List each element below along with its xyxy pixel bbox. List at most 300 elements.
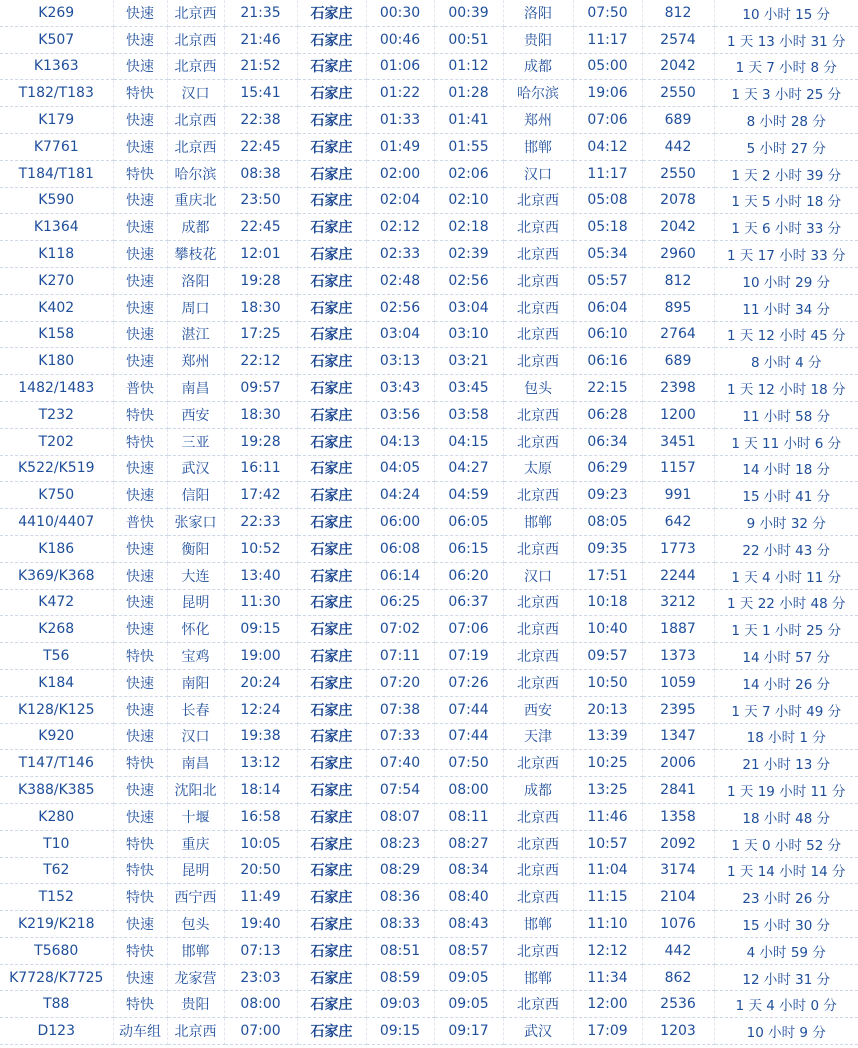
destination-station-cell: 邯郸 [503, 133, 573, 160]
origin-station-cell: 信阳 [167, 482, 224, 509]
destination-arrival-cell: 09:35 [573, 535, 642, 562]
destination-arrival-cell: 10:40 [573, 616, 642, 643]
train-number-cell: K1364 [0, 214, 113, 241]
duration-cell: 12 小时 31 分 [714, 964, 858, 991]
origin-station-cell: 南阳 [167, 669, 224, 696]
distance-cell: 1200 [642, 401, 714, 428]
train-number-cell: K472 [0, 589, 113, 616]
train-number-cell: K507 [0, 26, 113, 53]
duration-cell: 14 小时 26 分 [714, 669, 858, 696]
distance-cell: 2042 [642, 53, 714, 80]
distance-cell: 895 [642, 294, 714, 321]
origin-station-cell: 三亚 [167, 428, 224, 455]
station-cell: 石家庄 [297, 294, 366, 321]
origin-station-cell: 南昌 [167, 375, 224, 402]
train-type-cell: 快速 [113, 348, 167, 375]
train-number-cell: 1482/1483 [0, 375, 113, 402]
destination-station-cell: 汉口 [503, 160, 573, 187]
arrival-time-cell: 04:13 [366, 428, 434, 455]
station-cell: 石家庄 [297, 0, 366, 26]
train-type-cell: 普快 [113, 509, 167, 536]
origin-departure-cell: 18:30 [224, 294, 297, 321]
destination-arrival-cell: 11:17 [573, 160, 642, 187]
departure-time-cell: 07:06 [434, 616, 503, 643]
arrival-time-cell: 06:00 [366, 509, 434, 536]
departure-time-cell: 02:39 [434, 241, 503, 268]
distance-cell: 1203 [642, 1018, 714, 1045]
departure-time-cell: 07:50 [434, 750, 503, 777]
station-cell: 石家庄 [297, 884, 366, 911]
train-type-cell: 特快 [113, 80, 167, 107]
station-cell: 石家庄 [297, 80, 366, 107]
destination-arrival-cell: 06:28 [573, 401, 642, 428]
train-type-cell: 快速 [113, 696, 167, 723]
distance-cell: 2960 [642, 241, 714, 268]
table-row [0, 428, 858, 455]
train-type-cell: 快速 [113, 777, 167, 804]
distance-cell: 689 [642, 348, 714, 375]
train-type-cell: 特快 [113, 643, 167, 670]
origin-departure-cell: 19:28 [224, 267, 297, 294]
arrival-time-cell: 08:23 [366, 830, 434, 857]
train-number-cell: K750 [0, 482, 113, 509]
train-type-cell: 快速 [113, 616, 167, 643]
destination-arrival-cell: 05:57 [573, 267, 642, 294]
arrival-time-cell: 07:02 [366, 616, 434, 643]
train-number-cell: K184 [0, 669, 113, 696]
train-number-cell: T147/T146 [0, 750, 113, 777]
duration-cell: 21 小时 13 分 [714, 750, 858, 777]
station-cell: 石家庄 [297, 616, 366, 643]
origin-station-cell: 龙家营 [167, 964, 224, 991]
origin-station-cell: 西宁西 [167, 884, 224, 911]
train-number-cell: K369/K368 [0, 562, 113, 589]
train-number-cell: K118 [0, 241, 113, 268]
destination-station-cell: 邯郸 [503, 964, 573, 991]
distance-cell: 2536 [642, 991, 714, 1018]
destination-station-cell: 北京西 [503, 321, 573, 348]
station-cell: 石家庄 [297, 777, 366, 804]
destination-arrival-cell: 10:50 [573, 669, 642, 696]
train-type-cell: 特快 [113, 160, 167, 187]
distance-cell: 2078 [642, 187, 714, 214]
train-number-cell: T232 [0, 401, 113, 428]
origin-departure-cell: 22:12 [224, 348, 297, 375]
origin-station-cell: 邯郸 [167, 937, 224, 964]
origin-station-cell: 汉口 [167, 723, 224, 750]
duration-cell: 1 天 11 小时 6 分 [714, 428, 858, 455]
duration-cell: 10 小时 9 分 [714, 1018, 858, 1045]
train-number-cell: K590 [0, 187, 113, 214]
origin-station-cell: 贵阳 [167, 991, 224, 1018]
origin-station-cell: 怀化 [167, 616, 224, 643]
distance-cell: 812 [642, 267, 714, 294]
destination-station-cell: 北京西 [503, 428, 573, 455]
origin-station-cell: 北京西 [167, 133, 224, 160]
train-number-cell: T56 [0, 643, 113, 670]
departure-time-cell: 07:19 [434, 643, 503, 670]
departure-time-cell: 08:34 [434, 857, 503, 884]
departure-time-cell: 09:17 [434, 1018, 503, 1045]
origin-station-cell: 成都 [167, 214, 224, 241]
table-row [0, 1018, 858, 1045]
duration-cell: 14 小时 57 分 [714, 643, 858, 670]
departure-time-cell: 02:56 [434, 267, 503, 294]
destination-station-cell: 邯郸 [503, 911, 573, 938]
destination-arrival-cell: 10:57 [573, 830, 642, 857]
departure-time-cell: 04:15 [434, 428, 503, 455]
destination-station-cell: 北京西 [503, 401, 573, 428]
station-cell: 石家庄 [297, 26, 366, 53]
duration-cell: 18 小时 48 分 [714, 803, 858, 830]
station-cell: 石家庄 [297, 589, 366, 616]
distance-cell: 1373 [642, 643, 714, 670]
distance-cell: 1076 [642, 911, 714, 938]
station-cell: 石家庄 [297, 375, 366, 402]
arrival-time-cell: 04:05 [366, 455, 434, 482]
origin-departure-cell: 18:30 [224, 401, 297, 428]
arrival-time-cell: 01:06 [366, 53, 434, 80]
arrival-time-cell: 03:43 [366, 375, 434, 402]
destination-station-cell: 北京西 [503, 348, 573, 375]
distance-cell: 1358 [642, 803, 714, 830]
station-cell: 石家庄 [297, 991, 366, 1018]
arrival-time-cell: 03:56 [366, 401, 434, 428]
station-cell: 石家庄 [297, 214, 366, 241]
station-cell: 石家庄 [297, 696, 366, 723]
origin-departure-cell: 09:15 [224, 616, 297, 643]
train-number-cell: K128/K125 [0, 696, 113, 723]
origin-station-cell: 北京西 [167, 26, 224, 53]
origin-departure-cell: 21:35 [224, 0, 297, 26]
table-row [0, 884, 858, 911]
duration-cell: 1 天 4 小时 11 分 [714, 562, 858, 589]
duration-cell: 11 小时 58 分 [714, 401, 858, 428]
destination-station-cell: 太原 [503, 455, 573, 482]
arrival-time-cell: 00:46 [366, 26, 434, 53]
train-type-cell: 快速 [113, 107, 167, 134]
train-number-cell: T182/T183 [0, 80, 113, 107]
duration-cell: 1 天 14 小时 14 分 [714, 857, 858, 884]
train-type-cell: 快速 [113, 562, 167, 589]
train-number-cell: K388/K385 [0, 777, 113, 804]
table-row [0, 267, 858, 294]
origin-departure-cell: 19:38 [224, 723, 297, 750]
destination-arrival-cell: 06:10 [573, 321, 642, 348]
duration-cell: 5 小时 27 分 [714, 133, 858, 160]
train-type-cell: 特快 [113, 857, 167, 884]
arrival-time-cell: 07:33 [366, 723, 434, 750]
table-row [0, 133, 858, 160]
duration-cell: 1 天 4 小时 0 分 [714, 991, 858, 1018]
distance-cell: 2574 [642, 26, 714, 53]
origin-station-cell: 重庆 [167, 830, 224, 857]
origin-station-cell: 郑州 [167, 348, 224, 375]
train-type-cell: 快速 [113, 53, 167, 80]
arrival-time-cell: 04:24 [366, 482, 434, 509]
origin-station-cell: 北京西 [167, 107, 224, 134]
arrival-time-cell: 07:40 [366, 750, 434, 777]
station-cell: 石家庄 [297, 830, 366, 857]
duration-cell: 14 小时 18 分 [714, 455, 858, 482]
arrival-time-cell: 08:07 [366, 803, 434, 830]
destination-arrival-cell: 17:09 [573, 1018, 642, 1045]
distance-cell: 442 [642, 937, 714, 964]
distance-cell: 2244 [642, 562, 714, 589]
distance-cell: 1157 [642, 455, 714, 482]
destination-station-cell: 西安 [503, 696, 573, 723]
origin-departure-cell: 19:28 [224, 428, 297, 455]
table-row [0, 455, 858, 482]
station-cell: 石家庄 [297, 401, 366, 428]
train-type-cell: 特快 [113, 428, 167, 455]
station-cell: 石家庄 [297, 1018, 366, 1045]
origin-departure-cell: 19:40 [224, 911, 297, 938]
duration-cell: 1 天 5 小时 18 分 [714, 187, 858, 214]
station-cell: 石家庄 [297, 187, 366, 214]
train-number-cell: T152 [0, 884, 113, 911]
departure-time-cell: 06:05 [434, 509, 503, 536]
train-type-cell: 快速 [113, 482, 167, 509]
duration-cell: 1 天 12 小时 45 分 [714, 321, 858, 348]
origin-station-cell: 昆明 [167, 857, 224, 884]
origin-station-cell: 攀枝花 [167, 241, 224, 268]
train-type-cell: 快速 [113, 26, 167, 53]
destination-station-cell: 北京西 [503, 535, 573, 562]
departure-time-cell: 01:55 [434, 133, 503, 160]
origin-station-cell: 北京西 [167, 53, 224, 80]
duration-cell: 1 天 13 小时 31 分 [714, 26, 858, 53]
station-cell: 石家庄 [297, 160, 366, 187]
table-row [0, 723, 858, 750]
train-number-cell: 4410/4407 [0, 509, 113, 536]
destination-arrival-cell: 13:39 [573, 723, 642, 750]
origin-station-cell: 哈尔滨 [167, 160, 224, 187]
destination-station-cell: 北京西 [503, 830, 573, 857]
table-row [0, 482, 858, 509]
destination-station-cell: 北京西 [503, 937, 573, 964]
duration-cell: 1 天 0 小时 52 分 [714, 830, 858, 857]
table-row [0, 643, 858, 670]
origin-departure-cell: 19:00 [224, 643, 297, 670]
arrival-time-cell: 08:29 [366, 857, 434, 884]
origin-station-cell: 重庆北 [167, 187, 224, 214]
table-row [0, 616, 858, 643]
distance-cell: 442 [642, 133, 714, 160]
train-type-cell: 特快 [113, 750, 167, 777]
destination-station-cell: 洛阳 [503, 0, 573, 26]
destination-station-cell: 成都 [503, 53, 573, 80]
train-number-cell: K522/K519 [0, 455, 113, 482]
train-number-cell: T88 [0, 991, 113, 1018]
destination-arrival-cell: 10:25 [573, 750, 642, 777]
duration-cell: 4 小时 59 分 [714, 937, 858, 964]
destination-station-cell: 汉口 [503, 562, 573, 589]
arrival-time-cell: 08:59 [366, 964, 434, 991]
duration-cell: 8 小时 28 分 [714, 107, 858, 134]
origin-departure-cell: 17:25 [224, 321, 297, 348]
train-number-cell: K270 [0, 267, 113, 294]
origin-station-cell: 北京西 [167, 1018, 224, 1045]
destination-station-cell: 北京西 [503, 187, 573, 214]
destination-arrival-cell: 04:12 [573, 133, 642, 160]
origin-departure-cell: 08:38 [224, 160, 297, 187]
train-type-cell: 快速 [113, 321, 167, 348]
arrival-time-cell: 01:49 [366, 133, 434, 160]
distance-cell: 2398 [642, 375, 714, 402]
destination-arrival-cell: 09:57 [573, 643, 642, 670]
departure-time-cell: 03:45 [434, 375, 503, 402]
train-type-cell: 快速 [113, 267, 167, 294]
destination-arrival-cell: 11:34 [573, 964, 642, 991]
station-cell: 石家庄 [297, 348, 366, 375]
arrival-time-cell: 08:36 [366, 884, 434, 911]
destination-arrival-cell: 07:06 [573, 107, 642, 134]
arrival-time-cell: 02:04 [366, 187, 434, 214]
destination-station-cell: 北京西 [503, 803, 573, 830]
origin-station-cell: 大连 [167, 562, 224, 589]
destination-arrival-cell: 19:06 [573, 80, 642, 107]
train-type-cell: 快速 [113, 214, 167, 241]
table-row [0, 803, 858, 830]
origin-station-cell: 宝鸡 [167, 643, 224, 670]
distance-cell: 1347 [642, 723, 714, 750]
origin-departure-cell: 23:50 [224, 187, 297, 214]
departure-time-cell: 02:10 [434, 187, 503, 214]
destination-station-cell: 北京西 [503, 643, 573, 670]
departure-time-cell: 09:05 [434, 991, 503, 1018]
distance-cell: 3212 [642, 589, 714, 616]
table-row [0, 535, 858, 562]
origin-departure-cell: 13:40 [224, 562, 297, 589]
train-number-cell: K158 [0, 321, 113, 348]
origin-station-cell: 南昌 [167, 750, 224, 777]
arrival-time-cell: 06:25 [366, 589, 434, 616]
origin-departure-cell: 12:01 [224, 241, 297, 268]
train-type-cell: 快速 [113, 964, 167, 991]
destination-arrival-cell: 09:23 [573, 482, 642, 509]
station-cell: 石家庄 [297, 562, 366, 589]
station-cell: 石家庄 [297, 321, 366, 348]
origin-departure-cell: 16:58 [224, 803, 297, 830]
destination-station-cell: 成都 [503, 777, 573, 804]
table-row [0, 696, 858, 723]
table-row [0, 964, 858, 991]
distance-cell: 2104 [642, 884, 714, 911]
table-row [0, 401, 858, 428]
table-row [0, 830, 858, 857]
destination-station-cell: 北京西 [503, 214, 573, 241]
duration-cell: 1 天 6 小时 33 分 [714, 214, 858, 241]
destination-arrival-cell: 11:15 [573, 884, 642, 911]
departure-time-cell: 06:20 [434, 562, 503, 589]
origin-departure-cell: 22:45 [224, 133, 297, 160]
origin-station-cell: 昆明 [167, 589, 224, 616]
arrival-time-cell: 00:30 [366, 0, 434, 26]
duration-cell: 1 天 17 小时 33 分 [714, 241, 858, 268]
train-type-cell: 快速 [113, 589, 167, 616]
departure-time-cell: 07:26 [434, 669, 503, 696]
train-number-cell: K7728/K7725 [0, 964, 113, 991]
train-type-cell: 特快 [113, 830, 167, 857]
arrival-time-cell: 09:03 [366, 991, 434, 1018]
station-cell: 石家庄 [297, 267, 366, 294]
duration-cell: 1 天 3 小时 25 分 [714, 80, 858, 107]
origin-departure-cell: 09:57 [224, 375, 297, 402]
table-row [0, 0, 858, 26]
departure-time-cell: 00:39 [434, 0, 503, 26]
train-number-cell: K7761 [0, 133, 113, 160]
origin-station-cell: 周口 [167, 294, 224, 321]
arrival-time-cell: 02:00 [366, 160, 434, 187]
station-cell: 石家庄 [297, 643, 366, 670]
origin-station-cell: 十堰 [167, 803, 224, 830]
origin-departure-cell: 07:00 [224, 1018, 297, 1045]
distance-cell: 642 [642, 509, 714, 536]
destination-station-cell: 包头 [503, 375, 573, 402]
origin-station-cell: 包头 [167, 911, 224, 938]
departure-time-cell: 03:04 [434, 294, 503, 321]
origin-departure-cell: 11:49 [224, 884, 297, 911]
table-row [0, 107, 858, 134]
destination-arrival-cell: 08:05 [573, 509, 642, 536]
origin-departure-cell: 20:24 [224, 669, 297, 696]
arrival-time-cell: 02:48 [366, 267, 434, 294]
origin-departure-cell: 23:03 [224, 964, 297, 991]
destination-arrival-cell: 06:04 [573, 294, 642, 321]
destination-station-cell: 北京西 [503, 589, 573, 616]
duration-cell: 11 小时 34 分 [714, 294, 858, 321]
departure-time-cell: 03:21 [434, 348, 503, 375]
arrival-time-cell: 02:12 [366, 214, 434, 241]
destination-station-cell: 北京西 [503, 241, 573, 268]
train-type-cell: 普快 [113, 375, 167, 402]
origin-departure-cell: 22:45 [224, 214, 297, 241]
duration-cell: 18 小时 1 分 [714, 723, 858, 750]
table-row [0, 187, 858, 214]
train-number-cell: K280 [0, 803, 113, 830]
train-type-cell: 快速 [113, 723, 167, 750]
destination-station-cell: 北京西 [503, 884, 573, 911]
departure-time-cell: 02:18 [434, 214, 503, 241]
station-cell: 石家庄 [297, 482, 366, 509]
origin-station-cell: 湛江 [167, 321, 224, 348]
table-row [0, 321, 858, 348]
train-number-cell: K269 [0, 0, 113, 26]
duration-cell: 1 天 19 小时 11 分 [714, 777, 858, 804]
arrival-time-cell: 01:22 [366, 80, 434, 107]
station-cell: 石家庄 [297, 509, 366, 536]
departure-time-cell: 02:06 [434, 160, 503, 187]
station-cell: 石家庄 [297, 535, 366, 562]
table-row [0, 750, 858, 777]
station-cell: 石家庄 [297, 107, 366, 134]
table-row [0, 375, 858, 402]
train-number-cell: K179 [0, 107, 113, 134]
origin-departure-cell: 21:46 [224, 26, 297, 53]
origin-departure-cell: 08:00 [224, 991, 297, 1018]
destination-arrival-cell: 06:29 [573, 455, 642, 482]
distance-cell: 2092 [642, 830, 714, 857]
destination-arrival-cell: 22:15 [573, 375, 642, 402]
train-number-cell: K186 [0, 535, 113, 562]
origin-departure-cell: 16:11 [224, 455, 297, 482]
destination-arrival-cell: 12:12 [573, 937, 642, 964]
train-number-cell: D123 [0, 1018, 113, 1045]
destination-arrival-cell: 11:17 [573, 26, 642, 53]
destination-arrival-cell: 05:00 [573, 53, 642, 80]
train-type-cell: 动车组 [113, 1018, 167, 1045]
